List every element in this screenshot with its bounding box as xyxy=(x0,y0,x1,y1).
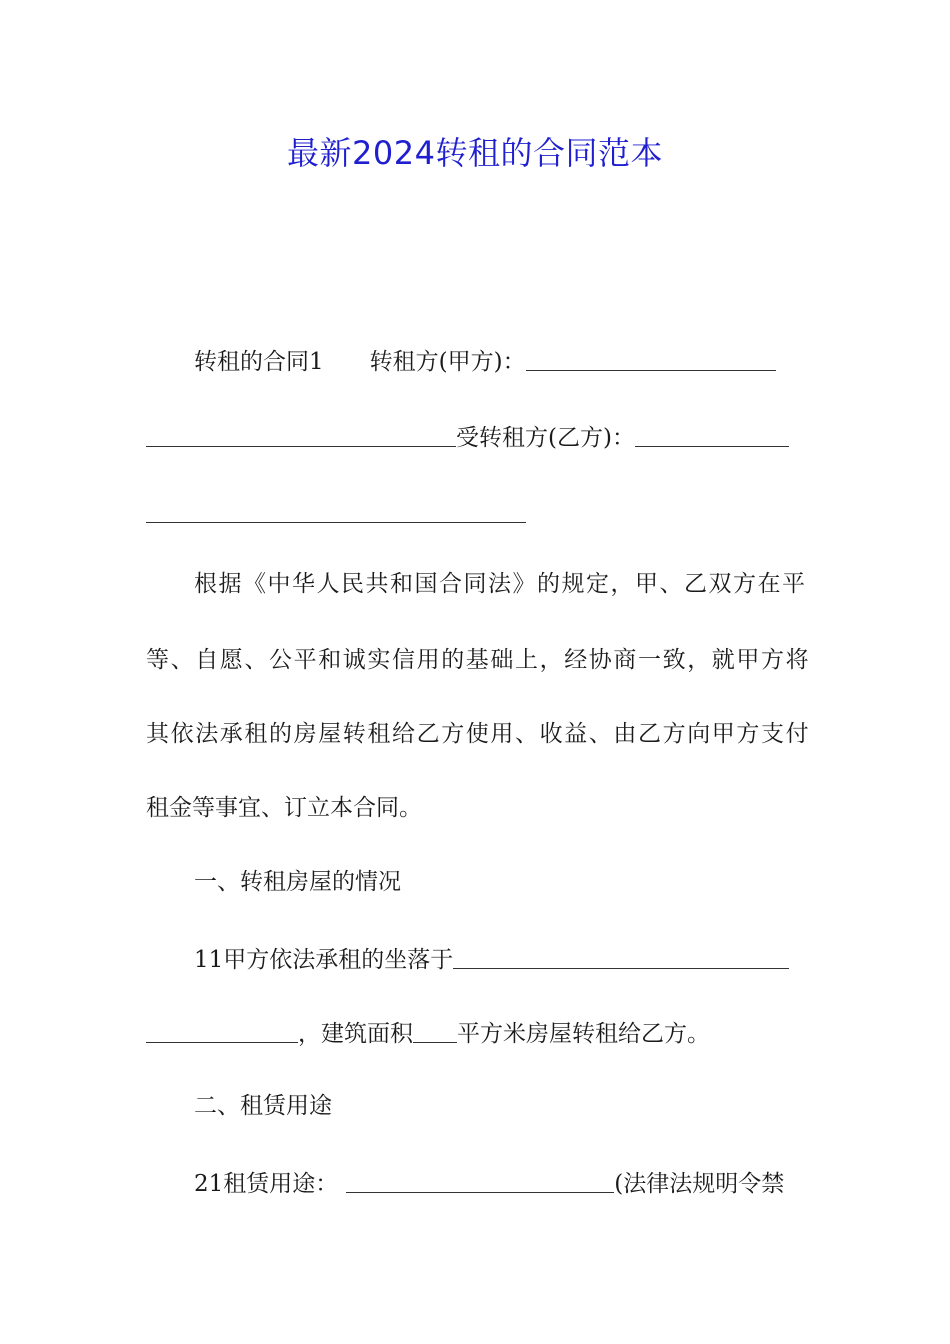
preamble-line-1 xyxy=(194,566,806,602)
item-1-1-mid: ，建筑面积 xyxy=(298,1021,413,1047)
sublessor-label: 转租方(甲方)： xyxy=(369,349,526,375)
item-2-1-suffix: (法律法规明令禁 xyxy=(614,1171,785,1197)
document-title: 最新2024转租的合同范本 xyxy=(287,134,663,172)
item-2-1-prefix: 21租赁用途： xyxy=(194,1171,339,1197)
usage-blank xyxy=(346,1166,614,1193)
contract-label: 转租的合同1 xyxy=(194,349,324,375)
sublessee-blank xyxy=(635,420,789,447)
sublessee-label: 受转租方(乙方)： xyxy=(456,425,635,451)
sublessee-blank-line xyxy=(146,494,806,532)
section-1-heading-text: 一、转租房屋的情况 xyxy=(194,869,401,895)
preamble-line-4 xyxy=(146,790,806,826)
item-1-1-line-1 xyxy=(194,940,806,978)
header-line xyxy=(194,342,806,380)
sublessor-blank-cont xyxy=(146,420,456,447)
item-1-1-line-2 xyxy=(146,1014,806,1052)
preamble-text-2: 等、自愿、公平和诚实信用的基础上，经协商一致，就甲方将 xyxy=(146,647,811,673)
preamble-text-3: 其依法承租的房屋转租给乙方使用、收益、由乙方向甲方支付 xyxy=(146,721,811,747)
preamble-text-1: 根据《中华人民共和国合同法》的规定，甲、乙双方在平 xyxy=(194,571,807,597)
preamble-line-3 xyxy=(146,716,811,752)
preamble-text-4: 租金等事宜、订立本合同。 xyxy=(146,795,422,821)
location-blank-cont xyxy=(146,1016,298,1043)
section-2-heading-text: 二、租赁用途 xyxy=(194,1093,332,1119)
sublessor-blank xyxy=(526,344,776,371)
area-blank xyxy=(413,1016,457,1043)
section-1-heading xyxy=(194,864,806,900)
section-2-heading xyxy=(194,1088,806,1124)
sublessee-line xyxy=(146,418,806,456)
location-blank xyxy=(453,942,789,969)
item-2-1-line xyxy=(194,1164,806,1202)
sublessee-blank-cont xyxy=(146,496,526,523)
item-1-1-prefix: 11甲方依法承租的坐落于 xyxy=(194,947,454,973)
preamble-line-2 xyxy=(146,642,811,678)
item-1-1-end: 平方米房屋转租给乙方。 xyxy=(457,1021,710,1047)
